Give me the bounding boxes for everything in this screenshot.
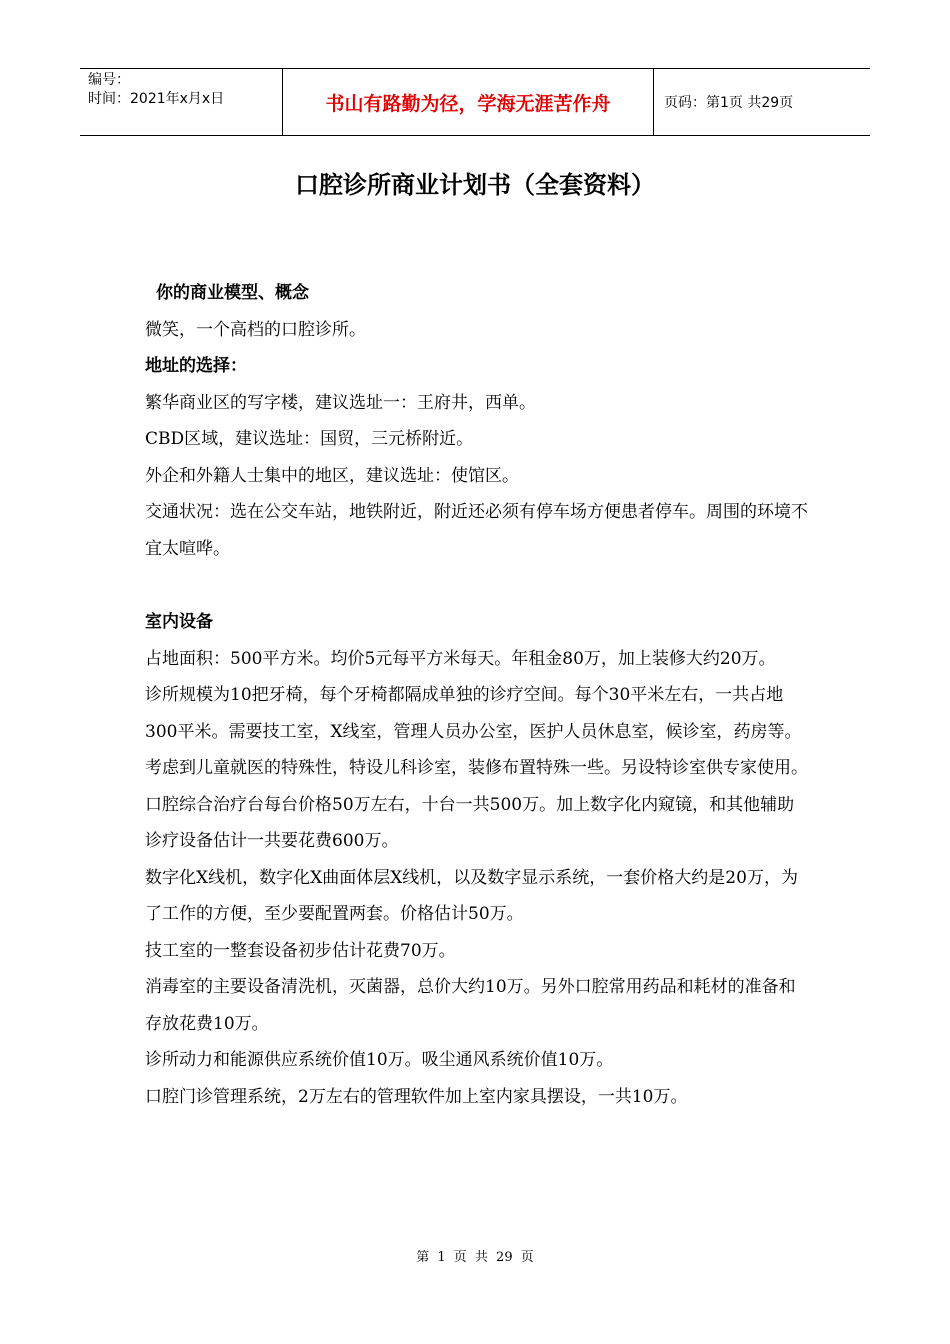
paragraph: 数字化X线机，数字化X曲面体层X线机，以及数字显示系统，一套价格大约是20万，为了工作的方便，至少要配置两套。价格估计50万。 [145, 867, 798, 924]
paragraph: 考虑到儿童就医的特殊性，特设儿科诊室，装修布置特殊一些。另设特诊室供专家使用。 [145, 758, 808, 778]
paragraph: 诊所规模为10把牙椅，每个牙椅都隔成单独的诊疗空间。每个30平米左右，一共占地300平米。需要技工室，X线室，管理人员办公室，医护人员休息室，候诊室，药房等。 [145, 685, 802, 742]
paragraph: 消毒室的主要设备清洗机，灭菌器，总价大约10万。另外口腔常用药品和耗材的准备和存放花费10万。 [145, 977, 796, 1034]
paragraph: 外企和外籍人士集中的地区，建议选址：使馆区。 [145, 465, 519, 486]
header-motto: 书山有路勤为径，学海无涯苦作舟 [282, 69, 654, 135]
paragraph: 口腔门诊管理系统，2万左右的管理软件加上室内家具摆设，一共10万。 [145, 1086, 688, 1107]
page-footer: 第 1 页 共 29 页 [416, 1250, 534, 1265]
document-body [145, 275, 810, 1115]
paragraph: 微笑，一个高档的口腔诊所。 [145, 319, 366, 340]
paragraph: 诊所动力和能源供应系统价值10万。吸尘通风系统价值10万。 [145, 1050, 614, 1070]
paragraph: 繁华商业区的写字楼，建议选址一：王府井，西单。 [145, 392, 536, 413]
document-title: 口腔诊所商业计划书（全套资料） [295, 171, 655, 199]
header-meta [80, 69, 282, 135]
paragraph: 技工室的一整套设备初步估计花费70万。 [145, 940, 456, 961]
section-heading-address: 地址的选择： [145, 356, 247, 376]
number-label: 编号： [88, 72, 130, 88]
page-header [80, 68, 870, 136]
paragraph: 交通状况：选在公交车站，地铁附近，附近还必须有停车场方便患者停车。周围的环境不宜太喧哗。 [145, 502, 808, 559]
header-page-info: 页码：第1页 共29页 [664, 95, 794, 111]
paragraph: 口腔综合治疗台每台价格50万左右，十台一共500万。加上数字化内窥镜，和其他辅助诊疗设备估计一共要花费600万。 [145, 794, 795, 851]
section-heading-model: 你的商业模型、概念 [156, 283, 309, 303]
paragraph: CBD区域，建议选址：国贸，三元桥附近。 [145, 429, 474, 449]
time-label: 时间：2021年x月x日 [88, 91, 225, 107]
spacer [145, 567, 810, 604]
section-heading-equipment: 室内设备 [145, 612, 213, 632]
paragraph: 占地面积：500平方米。均价5元每平方米每天。年租金80万，加上装修大约20万。 [145, 648, 776, 669]
